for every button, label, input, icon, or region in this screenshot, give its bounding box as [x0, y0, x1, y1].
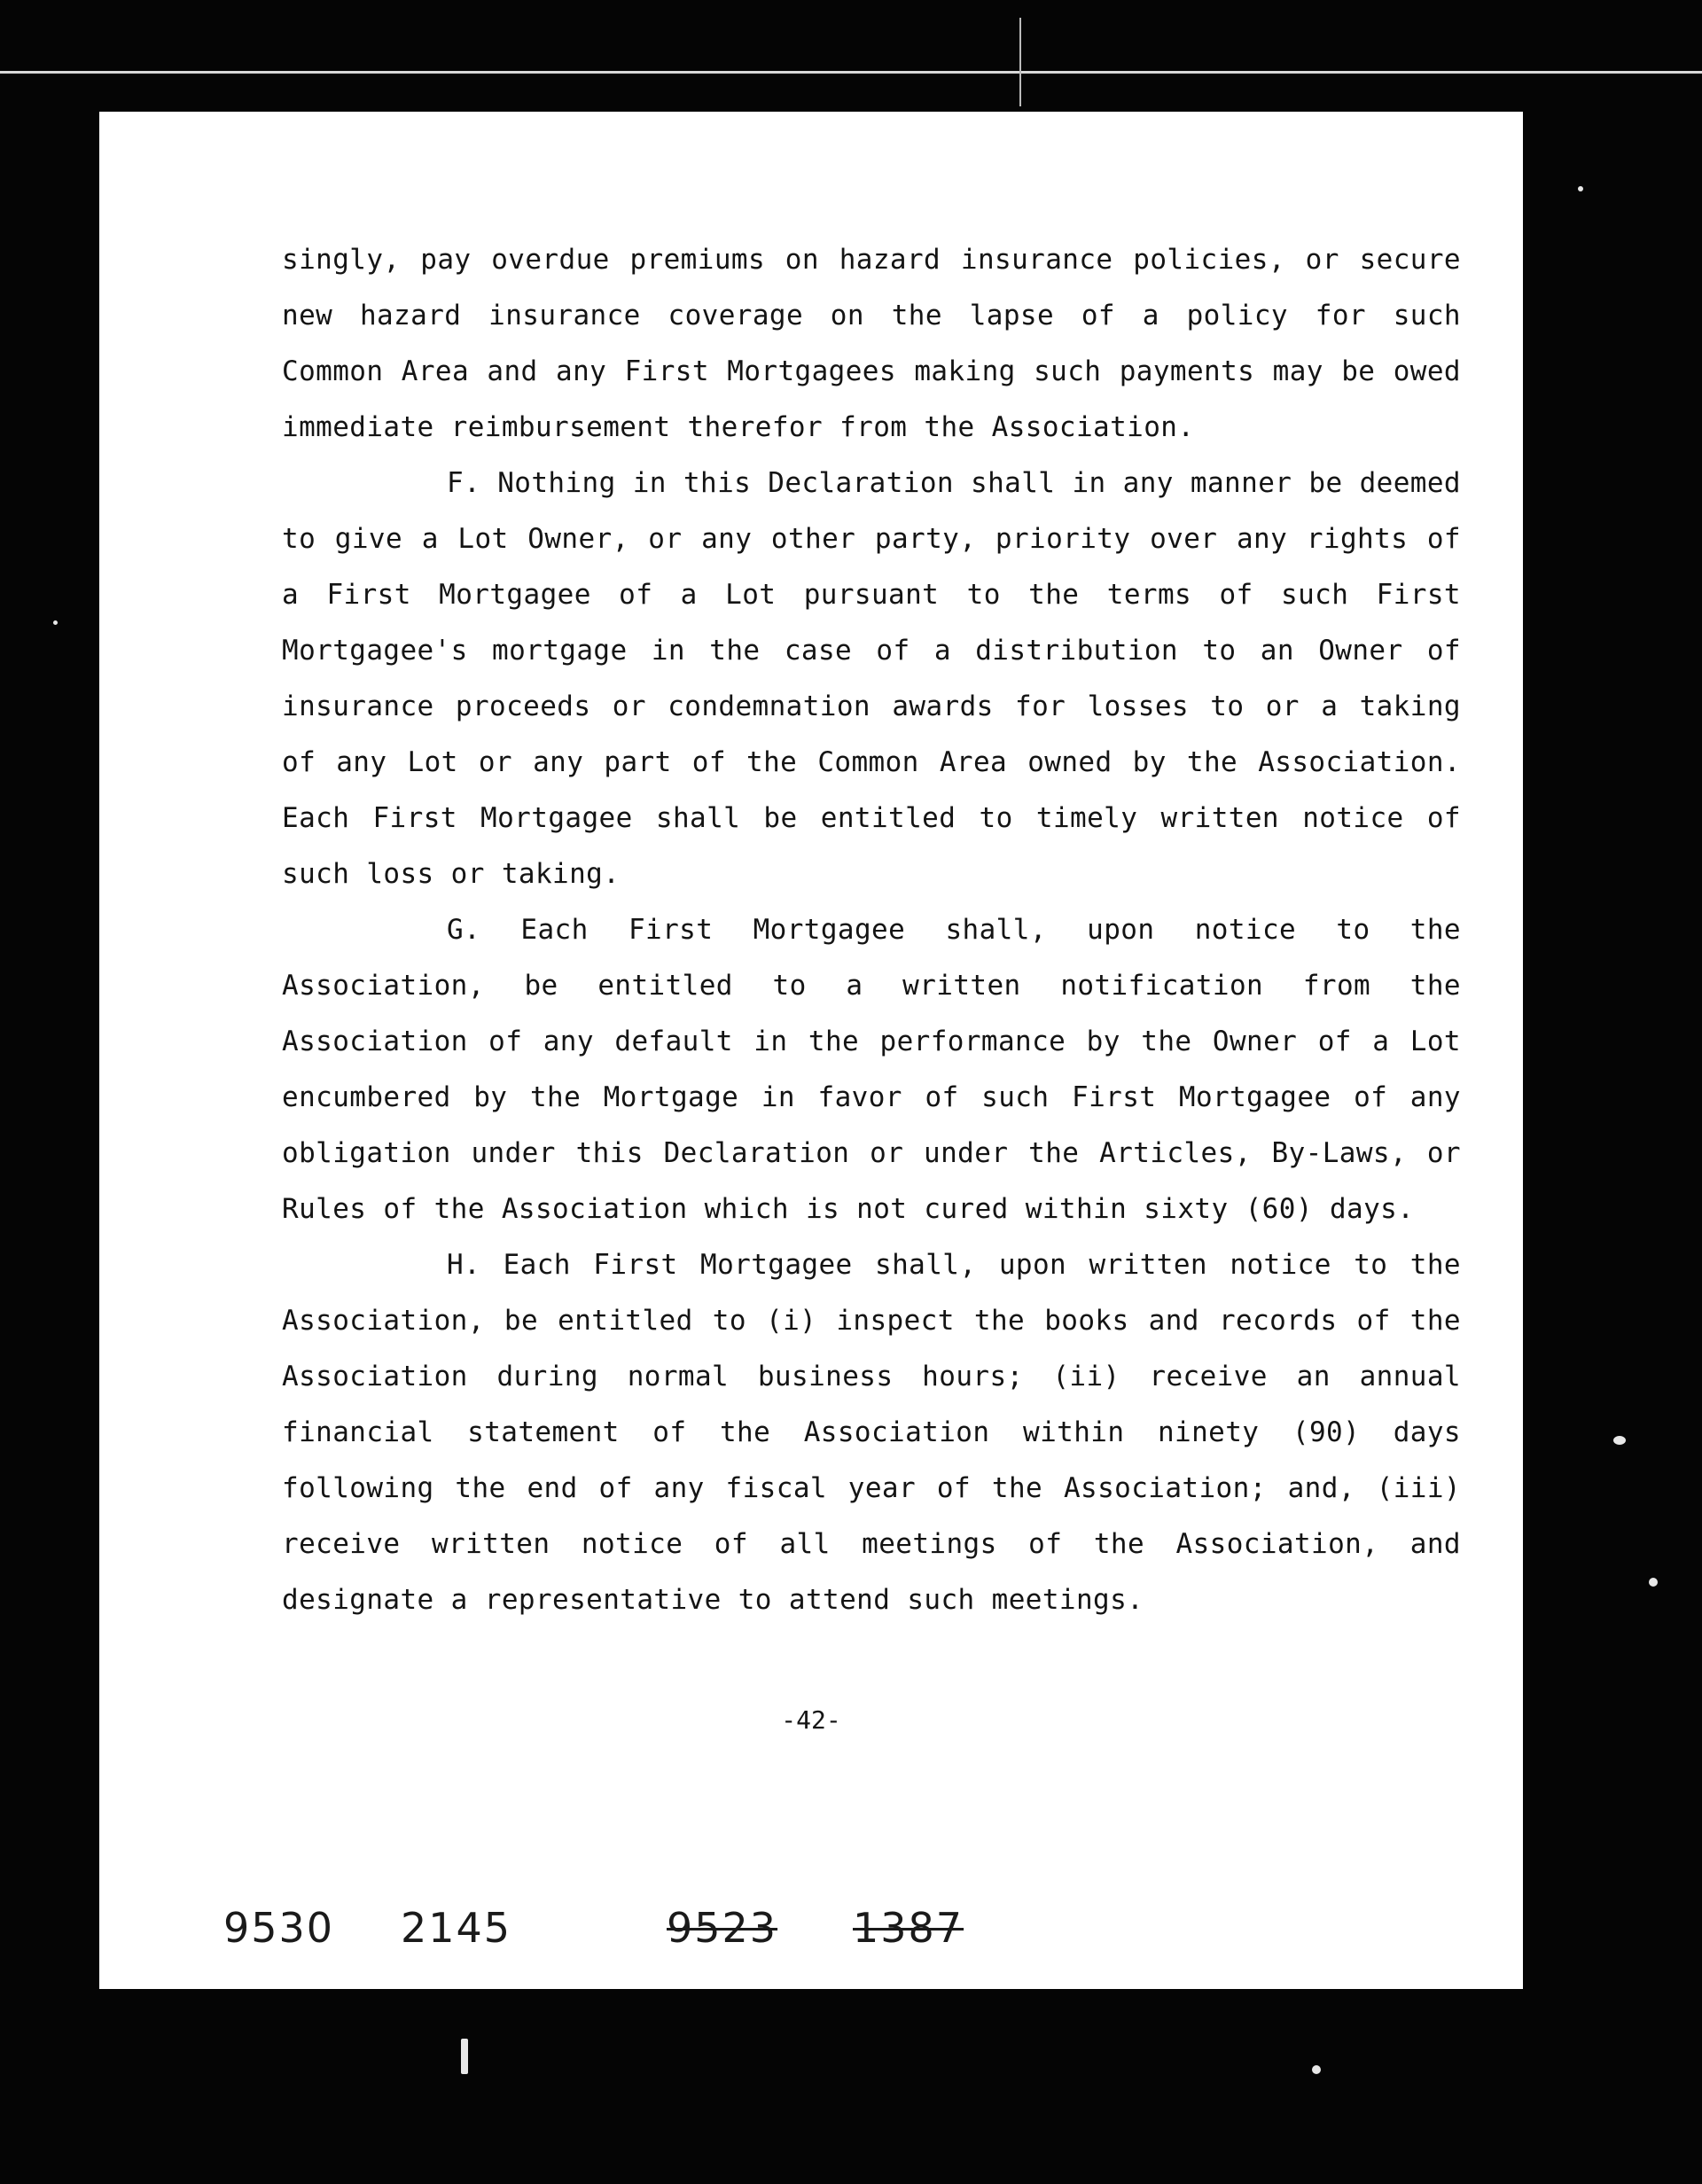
paragraph-g: G. Each First Mortgagee shall, upon notice to the Association, be entitled to a written notification from the Association of any default in the performance by the Owner of a Lot encumbered by the Mortgage in favor of such First Mortgagee of any obligation under this Declaration or under the Articles, By-Laws, or Rules of the Association which is not cured within sixty (60) days.	[282, 914, 1461, 1225]
struck-page-number: 1387	[853, 1904, 964, 1952]
paragraph-continuation: singly, pay overdue premiums on hazard insurance policies, or secure new hazard insurance coverage on the lapse of a policy for such Common Area and any First Mortgagees making such payments may be owed immediate reimbursement therefor from the Association.	[282, 244, 1461, 443]
scan-streak	[1019, 18, 1021, 106]
scan-speck	[1649, 1578, 1658, 1587]
document-body	[282, 232, 1461, 1628]
page-number: -42-	[781, 1705, 841, 1735]
scan-speck	[1613, 1436, 1626, 1445]
document-page	[99, 112, 1523, 1989]
scan-speck	[1578, 186, 1583, 191]
scan-border-line	[0, 71, 1702, 74]
record-page-number: 2145	[401, 1904, 512, 1952]
scan-streak	[461, 2039, 468, 2074]
scan-speck	[53, 620, 58, 625]
paragraph-f: F. Nothing in this Declaration shall in any manner be deemed to give a Lot Owner, or any other party, priority over any rights of a First Mortgagee of a Lot pursuant to the terms of such First Mortgagee's mortgage in the case of a distribution to an Owner of insurance proceeds or condemnation awards for losses to or a taking of any Lot or any part of the Common Area owned by the Association. Each First Mortgagee shall be entitled to timely written notice of such loss or taking.	[282, 467, 1461, 890]
record-book-number: 9530	[223, 1904, 335, 1952]
struck-book-number: 9523	[667, 1904, 778, 1952]
scan-speck	[1312, 2065, 1321, 2074]
paragraph-h: H. Each First Mortgagee shall, upon written notice to the Association, be entitled to (i) inspect the books and records of the Association during normal business hours; (ii) receive an annual financial statement of the Association within ninety (90) days following the end of any fiscal year of the Association; and, (iii) receive written notice of all meetings of the Association, and designate a representative to attend such meetings.	[282, 1249, 1461, 1616]
